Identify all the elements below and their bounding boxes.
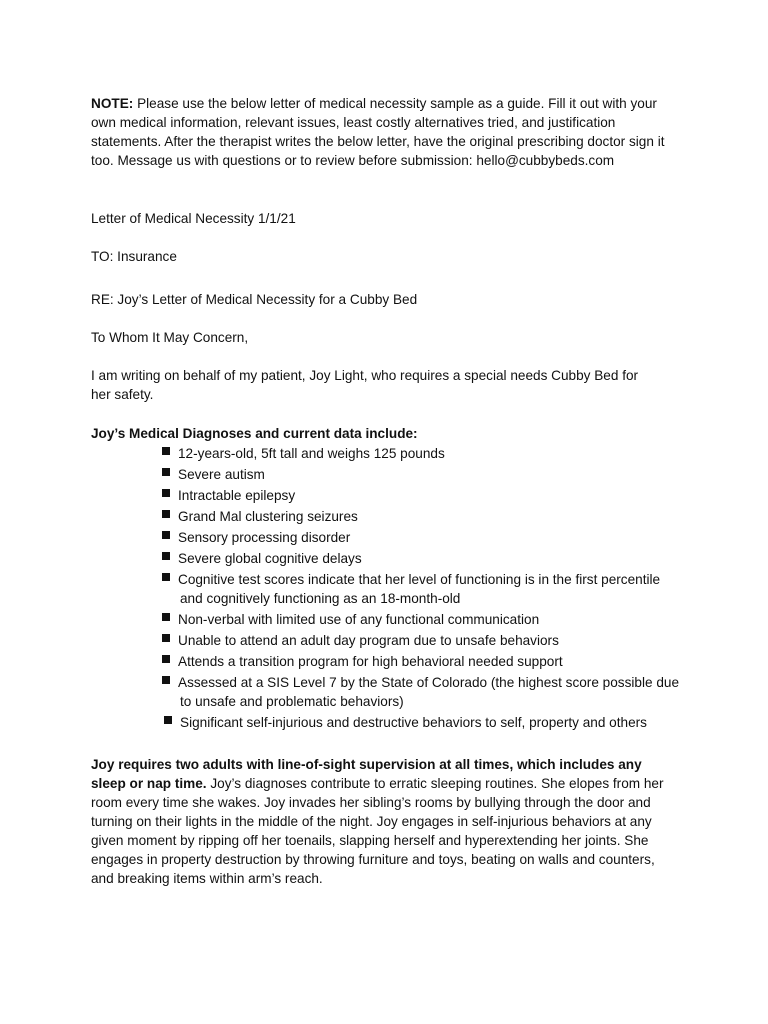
bullet-square-icon (162, 676, 170, 684)
supervision-bold: Joy requires two adults with line-of-sight supervision at all times, which includes any sleep or nap time. (91, 757, 642, 791)
diagnoses-heading: Joy’s Medical Diagnoses and current data include: (91, 426, 418, 441)
diagnoses-list (158, 444, 688, 734)
note-paragraph (91, 94, 676, 170)
letter-to: TO: Insurance (91, 249, 177, 264)
list-item: Intractable epilepsy (158, 486, 688, 505)
list-item: Unable to attend an adult day program due to unsafe behaviors (158, 631, 688, 650)
letter-salutation: To Whom It May Concern, (91, 330, 249, 345)
note-text: Please use the below letter of medical necessity sample as a guide. Fill it out with your own medical information, relevant issues, least costly alternatives tried, and justification statements. After the therapist writes the below letter, have the original prescribing doctor sign it too. Message us with questions or to review before submission: hello@cubbybeds.com (91, 96, 665, 168)
bullet-square-icon (162, 573, 170, 581)
list-item: Sensory processing disorder (158, 528, 688, 547)
list-item: Significant self-injurious and destructive behaviors to self, property and others (160, 713, 688, 732)
list-item: Severe global cognitive delays (158, 549, 688, 568)
bullet-square-icon (162, 510, 170, 518)
bullet-square-icon (162, 613, 170, 621)
bullet-square-icon (162, 468, 170, 476)
supervision-paragraph (91, 755, 676, 888)
list-item: Severe autism (158, 465, 688, 484)
note-label: NOTE: (91, 96, 134, 111)
supervision-text: Joy’s diagnoses contribute to erratic sleeping routines. She elopes from her room every time she wakes. Joy invades her sibling’s rooms by bullying through the door and turning on their lights in the middle of the night. Joy engages in self-injurious behaviors at any given moment by ripping off her toenails, slapping herself and hyperextending her joints. She engages in property destruction by throwing furniture and toys, beating on walls and counters, and breaking items within arm’s reach. (91, 776, 664, 886)
bullet-square-icon (164, 716, 172, 724)
letter-heading: Letter of Medical Necessity 1/1/21 (91, 211, 296, 226)
list-item: Grand Mal clustering seizures (158, 507, 688, 526)
bullet-square-icon (162, 489, 170, 497)
list-item: Attends a transition program for high behavioral needed support (158, 652, 688, 671)
bullet-square-icon (162, 655, 170, 663)
bullet-square-icon (162, 552, 170, 560)
list-item: 12-years-old, 5ft tall and weighs 125 pounds (158, 444, 688, 463)
list-item: Non-verbal with limited use of any functional communication (158, 610, 688, 629)
letter-intro: I am writing on behalf of my patient, Joy Light, who requires a special needs Cubby Bed for her safety. (91, 368, 639, 402)
bullet-square-icon (162, 634, 170, 642)
letter-re: RE: Joy’s Letter of Medical Necessity for a Cubby Bed (91, 292, 418, 307)
bullet-square-icon (162, 531, 170, 539)
bullet-square-icon (162, 447, 170, 455)
list-item: Cognitive test scores indicate that her level of functioning is in the first percentile and cognitively functioning as an 18-month-old (158, 570, 688, 608)
list-item: Assessed at a SIS Level 7 by the State of Colorado (the highest score possible due to unsafe and problematic behaviors) (158, 673, 688, 711)
